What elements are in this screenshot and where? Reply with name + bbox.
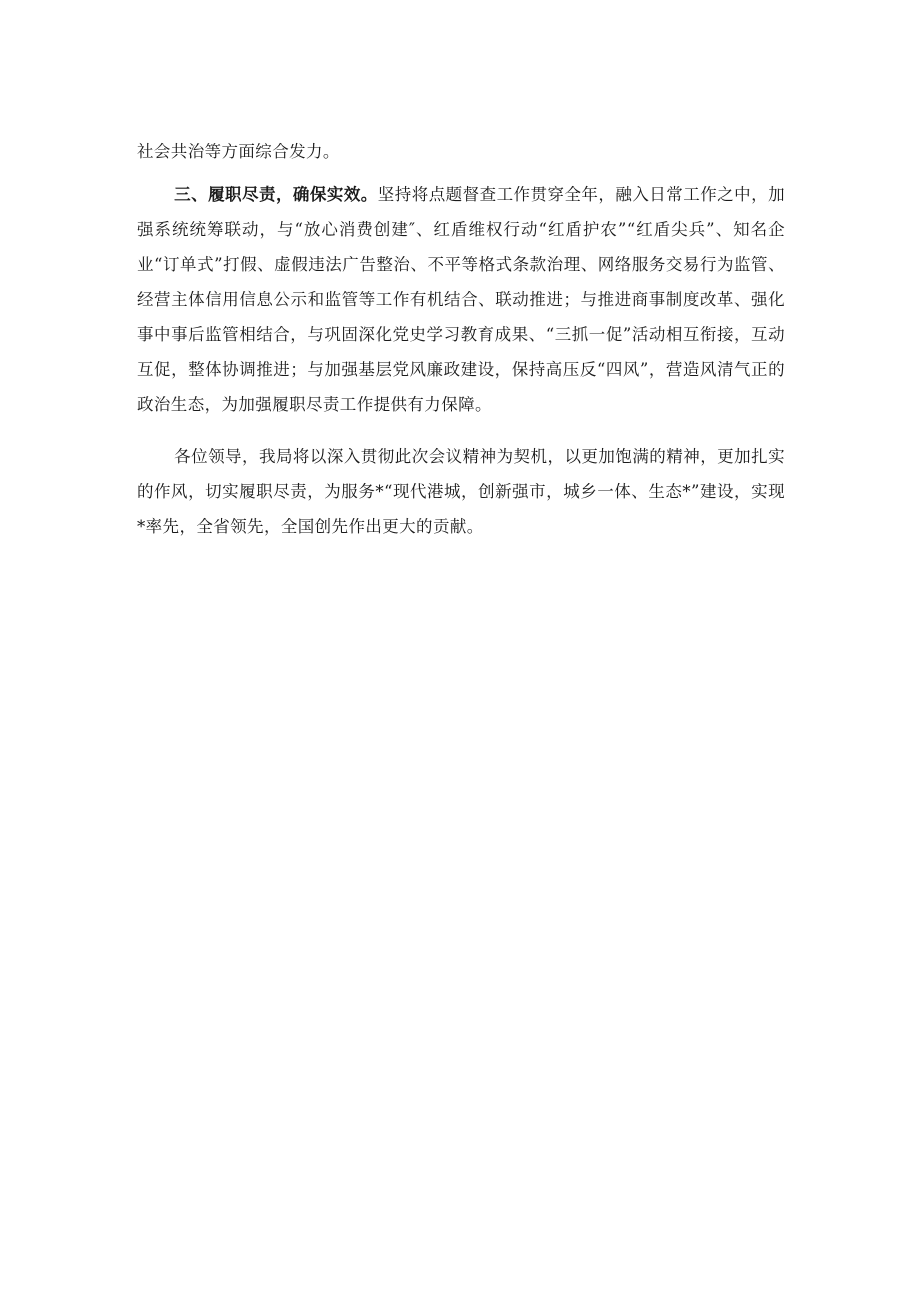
paragraph-text: 坚持将点题督查工作贯穿全年，融入日常工作之中，加强系统统筹联动，与“放心消费创建″、红盾维权行动“红盾护农”“红盾尖兵”、知名企业“订单式”打假、虚假违法广告整治、不平等格式条款治理、网络服务交易行为监管、经营主体信用信息公示和监管等工作有机结合、联动推进；与推进商事制度改革、强化事中事后监管相结合，与巩固深化党史学习教育成果、“三抓一促”活动相互衔接，互动互促，整体协调推进；与加强基层党风廉政建设，保持高压反“四风”，营造风清气正的政治生态，为加强履职尽责工作提供有力保障。 xyxy=(137,185,785,414)
paragraph-text: 各位领导，我局将以深入贯彻此次会议精神为契机，以更加饱满的精神，更加扎实的作风，切实履职尽责，为服务*“现代港城，创新强市，城乡一体、生态*”建设，实现*率先，全省领先，全国创先作出更大的贡献。 xyxy=(137,447,785,536)
paragraph-text: 社会共治等方面综合发力。 xyxy=(137,142,340,161)
paragraph-closing xyxy=(137,439,785,544)
section-heading: 三、履职尽责，确保实效。 xyxy=(174,185,378,204)
paragraph-continuation xyxy=(137,134,785,169)
document-body xyxy=(137,134,785,544)
paragraph-section-three xyxy=(137,177,785,422)
